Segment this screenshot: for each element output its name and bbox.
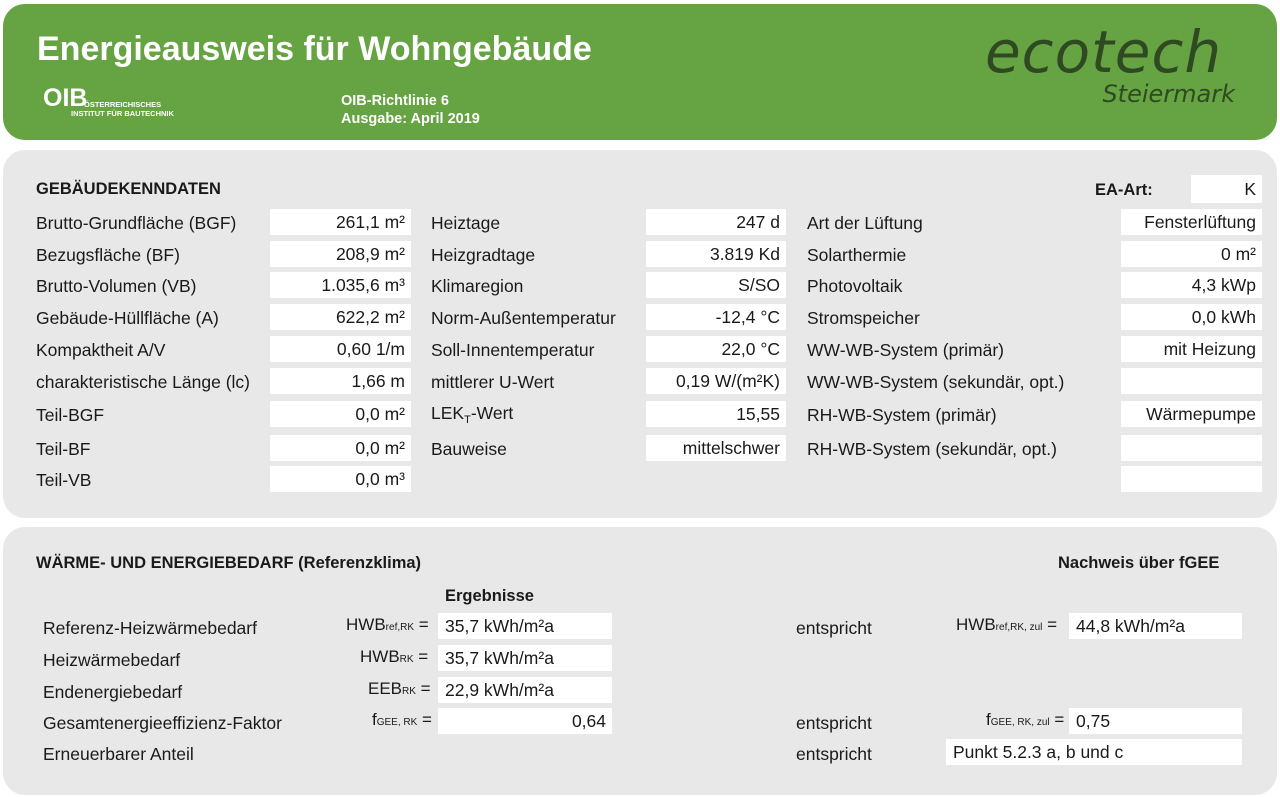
- req-sym-main: f: [986, 710, 991, 729]
- ecotech-logo: [985, 18, 1247, 122]
- label-bauweise: Bauweise: [431, 439, 507, 459]
- guideline-info: [341, 92, 480, 128]
- sym-hwb-ref-rk-zul: HWBref,RK, zul =: [956, 615, 1058, 634]
- value-rh-primaer: Wärmepumpe: [1121, 401, 1262, 427]
- label-hwb: Heizwärmebedarf: [43, 650, 181, 670]
- page-title: Energieausweis für Wohngebäude: [37, 30, 592, 68]
- value-char-laenge: 1,66 m: [270, 368, 411, 394]
- sym-eeb-rk: EEBRK =: [368, 679, 431, 698]
- corresponds-1: entspricht: [796, 618, 872, 638]
- label-norm-aussentemp: Norm-Außentemperatur: [431, 308, 616, 328]
- value-teil-vb: 0,0 m³: [270, 466, 411, 492]
- value-lueftung: Fensterlüftung: [1121, 209, 1262, 235]
- sym-sub: RK: [399, 654, 414, 665]
- label-stromspeicher: Stromspeicher: [807, 308, 920, 328]
- corresponds-3: entspricht: [796, 744, 872, 764]
- label-erneuerbar: Erneuerbarer Anteil: [43, 744, 194, 764]
- value-ref-hwb-zul: 44,8 kWh/m²a: [1069, 613, 1242, 639]
- sym-hwb-rk: HWBRK =: [360, 647, 429, 666]
- value-photovoltaik: 4,3 kWp: [1121, 272, 1262, 298]
- value-ref-hwb: 35,7 kWh/m²a: [438, 613, 612, 639]
- value-erneuerbar: Punkt 5.2.3 a, b und c: [946, 739, 1242, 765]
- label-kompaktheit: Kompaktheit A/V: [36, 340, 166, 360]
- label-u-wert: mittlerer U-Wert: [431, 372, 555, 392]
- guideline-name: OIB-Richtlinie 6: [341, 93, 449, 109]
- lek-main: LEK: [431, 403, 465, 423]
- label-heiztage: Heiztage: [431, 213, 501, 233]
- results-header: Ergebnisse: [445, 587, 534, 605]
- label-ref-hwb: Referenz-Heizwärmebedarf: [43, 618, 257, 638]
- value-klimaregion: S/SO: [646, 272, 786, 298]
- brand-region: Steiermark: [1102, 80, 1235, 108]
- label-ww-primaer: WW-WB-System (primär): [807, 340, 1005, 360]
- value-huellflaeche: 622,2 m²: [270, 304, 411, 330]
- label-teil-bgf: Teil-BGF: [36, 405, 105, 425]
- oib-logo-mark: OIB: [43, 84, 88, 112]
- value-lek-wert: 15,55: [646, 401, 786, 427]
- corresponds-2: entspricht: [796, 713, 872, 733]
- sym-sub: ref,RK: [385, 622, 415, 633]
- value-bauweise: mittelschwer: [646, 435, 786, 461]
- value-teil-bgf: 0,0 m²: [270, 401, 411, 427]
- value-eeb: 22,9 kWh/m²a: [438, 677, 612, 703]
- sym-fgee-rk: fGEE, RK =: [372, 710, 432, 729]
- req-sym-sub: GEE, RK, zul: [990, 717, 1050, 728]
- proof-title: Nachweis über fGEE: [1058, 554, 1220, 572]
- label-teil-vb: Teil-VB: [36, 470, 92, 490]
- sym-main: HWB: [360, 647, 400, 666]
- label-fgee: Gesamtenergieeffizienz-Faktor: [43, 713, 282, 733]
- oib-logo-name: [71, 100, 174, 118]
- value-hwb: 35,7 kWh/m²a: [438, 645, 612, 671]
- energy-demand-panel: [3, 527, 1277, 795]
- lek-subscript: T: [464, 414, 471, 426]
- value-teil-bf: 0,0 m²: [270, 435, 411, 461]
- value-ww-sekundaer: [1121, 368, 1262, 394]
- oib-name-line2: INSTITUT FÜR BAUTECHNIK: [71, 109, 174, 118]
- brand-name: ecotech: [985, 18, 1223, 86]
- label-ww-sekundaer: WW-WB-System (sekundär, opt.): [807, 372, 1065, 392]
- value-soll-innentemp: 22,0 °C: [646, 336, 786, 362]
- value-heiztage: 247 d: [646, 209, 786, 235]
- label-rh-sekundaer: RH-WB-System (sekundär, opt.): [807, 439, 1057, 459]
- req-sym-main: HWB: [956, 615, 996, 634]
- label-klimaregion: Klimaregion: [431, 276, 524, 296]
- label-lueftung: Art der Lüftung: [807, 213, 923, 233]
- sym-sub: RK: [402, 686, 416, 697]
- ea-art-label: EA-Art:: [1095, 181, 1153, 199]
- value-vb: 1.035,6 m³: [270, 272, 411, 298]
- lek-tail: -Wert: [470, 403, 514, 423]
- value-heizgradtage: 3.819 Kd: [646, 241, 786, 267]
- value-kompaktheit: 0,60 1/m: [270, 336, 411, 362]
- label-vb: Brutto-Volumen (VB): [36, 276, 197, 296]
- label-eeb: Endenergiebedarf: [43, 682, 183, 702]
- value-norm-aussentemp: -12,4 °C: [646, 304, 786, 330]
- label-heizgradtage: Heizgradtage: [431, 245, 536, 265]
- label-lek-wert: [431, 403, 513, 426]
- sym-hwb-ref-rk: HWBref,RK =: [346, 615, 429, 634]
- value-empty-row: [1121, 466, 1262, 492]
- label-solarthermie: Solarthermie: [807, 245, 907, 265]
- sym-main: EEB: [368, 679, 403, 698]
- sym-main: f: [372, 710, 377, 729]
- oib-name-line1: ÖSTERREICHISCHES: [84, 100, 162, 109]
- label-huellflaeche: Gebäude-Hüllfläche (A): [36, 308, 219, 328]
- label-soll-innentemp: Soll-Innentemperatur: [431, 340, 595, 360]
- label-teil-bf: Teil-BF: [36, 439, 91, 459]
- guideline-edition: Ausgabe: April 2019: [341, 111, 480, 127]
- sym-fgee-rk-zul: fGEE, RK, zul =: [986, 710, 1065, 729]
- label-char-laenge: charakteristische Länge (lc): [36, 372, 250, 392]
- ea-art-value: K: [1191, 175, 1262, 203]
- header-banner: [3, 4, 1277, 140]
- label-photovoltaik: Photovoltaik: [807, 276, 903, 296]
- label-bgf: Brutto-Grundfläche (BGF): [36, 213, 237, 233]
- sym-sub: GEE, RK: [376, 717, 418, 728]
- label-rh-primaer: RH-WB-System (primär): [807, 405, 997, 425]
- value-u-wert: 0,19 W/(m²K): [646, 368, 786, 394]
- value-ww-primaer: mit Heizung: [1121, 336, 1262, 362]
- energy-section-title: WÄRME- UND ENERGIEBEDARF (Referenzklima): [36, 554, 422, 572]
- req-sym-sub: ref,RK, zul: [995, 622, 1043, 633]
- building-section-title: GEBÄUDEKENNDATEN: [36, 180, 221, 198]
- building-data-panel: [3, 150, 1277, 518]
- value-solarthermie: 0 m²: [1121, 241, 1262, 267]
- value-fgee-zul: 0,75: [1069, 708, 1242, 734]
- value-fgee: 0,64: [438, 708, 612, 734]
- value-bf: 208,9 m²: [270, 241, 411, 267]
- label-bf: Bezugsfläche (BF): [36, 245, 180, 265]
- sym-main: HWB: [346, 615, 386, 634]
- value-rh-sekundaer: [1121, 435, 1262, 461]
- value-bgf: 261,1 m²: [270, 209, 411, 235]
- value-stromspeicher: 0,0 kWh: [1121, 304, 1262, 330]
